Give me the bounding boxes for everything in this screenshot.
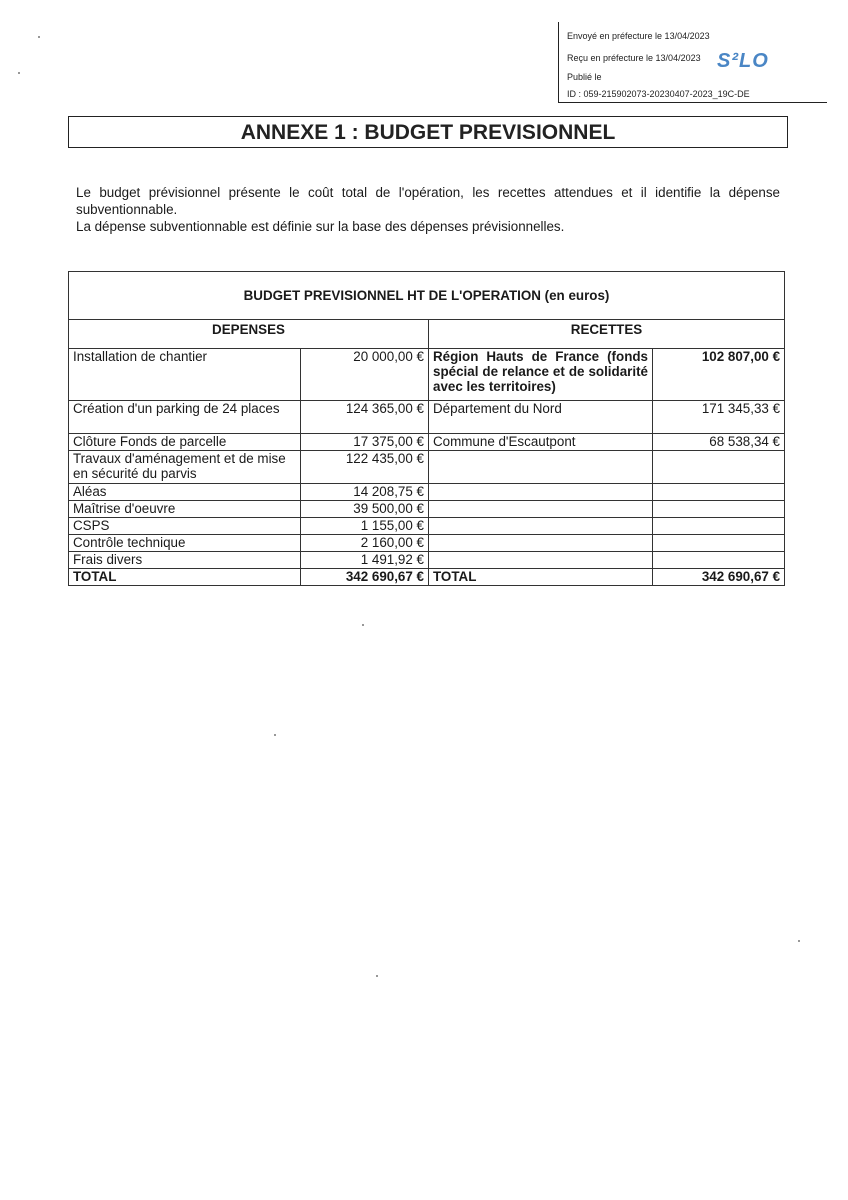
stamp-id: ID : 059-215902073-20230407-2023_19C-DE bbox=[567, 89, 750, 99]
scan-speck bbox=[376, 975, 378, 977]
rec-amount bbox=[653, 484, 785, 501]
table-row bbox=[69, 401, 785, 434]
page-title: ANNEXE 1 : BUDGET PREVISIONNEL bbox=[240, 121, 616, 144]
table-caption: BUDGET PREVISIONNEL HT DE L'OPERATION (en euros) bbox=[69, 272, 785, 320]
rec-label bbox=[429, 518, 653, 535]
budget-table bbox=[68, 271, 785, 586]
dep-label: Travaux d'aménagement et de mise en sécurité du parvis bbox=[69, 451, 301, 484]
dep-label: Maîtrise d'oeuvre bbox=[69, 501, 301, 518]
rec-amount bbox=[653, 552, 785, 569]
total-row bbox=[69, 569, 785, 586]
table-row bbox=[69, 484, 785, 501]
rec-label: Département du Nord bbox=[429, 401, 653, 434]
rec-label bbox=[429, 535, 653, 552]
dep-amount: 124 365,00 € bbox=[301, 401, 429, 434]
intro-paragraph-2: La dépense subventionnable est définie sur la base des dépenses prévisionnelles. bbox=[76, 219, 565, 234]
scan-speck bbox=[798, 940, 800, 942]
table-row bbox=[69, 518, 785, 535]
s2lo-logo: S²LO bbox=[717, 50, 769, 72]
dep-amount: 122 435,00 € bbox=[301, 451, 429, 484]
total-dep-label: TOTAL bbox=[69, 569, 301, 586]
dep-label: Contrôle technique bbox=[69, 535, 301, 552]
rec-label: Région Hauts de France (fonds spécial de relance et de solidarité avec les territoires) bbox=[429, 349, 653, 401]
table-row bbox=[69, 535, 785, 552]
rec-amount bbox=[653, 451, 785, 484]
total-rec-label: TOTAL bbox=[429, 569, 653, 586]
total-dep-amount: 342 690,67 € bbox=[301, 569, 429, 586]
dep-amount: 1 491,92 € bbox=[301, 552, 429, 569]
rec-label: Commune d'Escautpont bbox=[429, 434, 653, 451]
dep-label: Installation de chantier bbox=[69, 349, 301, 401]
stamp-published: Publié le bbox=[567, 72, 602, 82]
scan-speck bbox=[274, 734, 276, 736]
dep-amount: 1 155,00 € bbox=[301, 518, 429, 535]
total-rec-amount: 342 690,67 € bbox=[653, 569, 785, 586]
scan-speck bbox=[362, 624, 364, 626]
intro-paragraph-1: Le budget prévisionnel présente le coût total de l'opération, les recettes attendues et il identifie la dépense subventionnable. bbox=[76, 185, 780, 217]
dep-label: Aléas bbox=[69, 484, 301, 501]
dep-label: CSPS bbox=[69, 518, 301, 535]
rec-amount bbox=[653, 518, 785, 535]
dep-amount: 2 160,00 € bbox=[301, 535, 429, 552]
prefecture-stamp bbox=[558, 22, 827, 103]
rec-amount: 102 807,00 € bbox=[653, 349, 785, 401]
table-row bbox=[69, 349, 785, 401]
dep-label: Clôture Fonds de parcelle bbox=[69, 434, 301, 451]
rec-label bbox=[429, 501, 653, 518]
dep-amount: 39 500,00 € bbox=[301, 501, 429, 518]
depenses-header: DEPENSES bbox=[69, 320, 429, 349]
intro-text bbox=[76, 184, 780, 235]
rec-amount: 68 538,34 € bbox=[653, 434, 785, 451]
table-row bbox=[69, 501, 785, 518]
table-row bbox=[69, 434, 785, 451]
title-box bbox=[68, 116, 788, 148]
rec-amount bbox=[653, 535, 785, 552]
table-row bbox=[69, 552, 785, 569]
scan-speck bbox=[38, 36, 40, 38]
table-row bbox=[69, 451, 785, 484]
stamp-received: Reçu en préfecture le 13/04/2023 bbox=[567, 53, 701, 63]
rec-label bbox=[429, 451, 653, 484]
dep-amount: 20 000,00 € bbox=[301, 349, 429, 401]
rec-label bbox=[429, 552, 653, 569]
rec-label bbox=[429, 484, 653, 501]
dep-amount: 14 208,75 € bbox=[301, 484, 429, 501]
dep-label: Frais divers bbox=[69, 552, 301, 569]
scan-speck bbox=[18, 72, 20, 74]
rec-amount bbox=[653, 501, 785, 518]
dep-amount: 17 375,00 € bbox=[301, 434, 429, 451]
stamp-sent: Envoyé en préfecture le 13/04/2023 bbox=[567, 31, 710, 41]
recettes-header: RECETTES bbox=[429, 320, 785, 349]
dep-label: Création d'un parking de 24 places bbox=[69, 401, 301, 434]
rec-amount: 171 345,33 € bbox=[653, 401, 785, 434]
